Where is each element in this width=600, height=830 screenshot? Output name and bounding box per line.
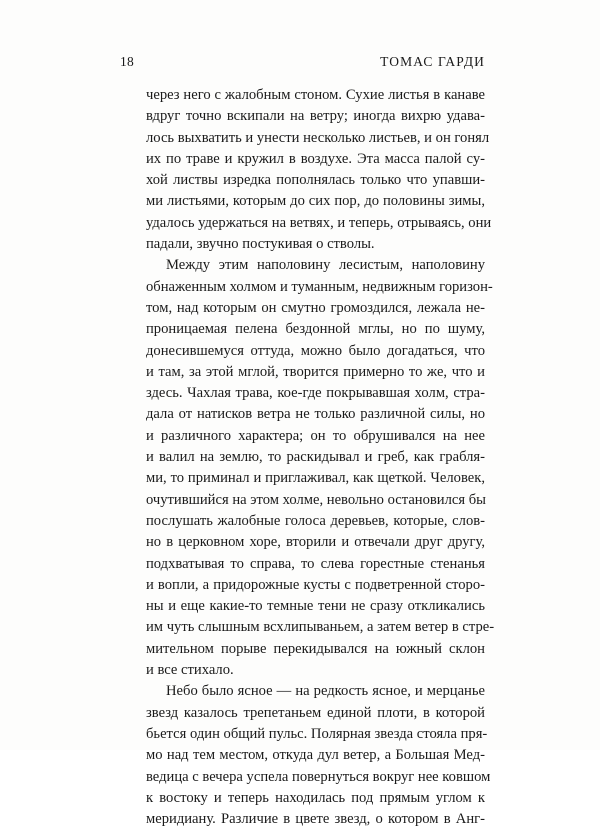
text-line: через него с жалобным стоном. Сухие листья в канаве xyxy=(146,87,485,103)
text-line: очутившийся на этом холме, невольно остановился бы xyxy=(146,491,486,508)
text-line: и все стихало. xyxy=(146,662,234,679)
text-line: Между этим наполовину лесистым, наполовину xyxy=(166,257,485,274)
text-line: ми листьями, которым до сих пор, до половины зимы, xyxy=(146,193,485,210)
text-line: и там, за этой мглой, творится примерно то же, что и xyxy=(146,363,485,380)
page-number: 18 xyxy=(120,54,134,69)
text-line: подхватывая то справа, то слева горестные стенанья xyxy=(146,555,485,572)
text-line: послушать жалобные голоса деревьев, которые, слов- xyxy=(146,512,485,529)
text-line: падали, звучно постукивая о стволы. xyxy=(146,236,375,253)
text-line: мительном порыве перекидывался на южный склон xyxy=(146,640,485,657)
paragraph xyxy=(146,85,492,255)
text-line: и вопли, а придорожные кусты с подветренной сторо- xyxy=(146,576,485,593)
paragraph xyxy=(146,255,495,681)
text-line: дала от натисков ветра не только различной силы, но xyxy=(146,406,485,423)
body-text xyxy=(146,85,495,830)
text-line: донесившемуся оттуда, можно было догадаться, что xyxy=(146,342,485,359)
text-line: но в церковном хоре, вторили и отвечали друг другу, xyxy=(146,534,485,551)
text-line: обнаженным холмом и туманным, недвижным горизон- xyxy=(146,278,493,295)
text-line: к востоку и теперь находилась под прямым углом к xyxy=(146,789,485,806)
text-line: лось выхватить и унести несколько листьев, и он гонял xyxy=(146,129,490,146)
text-line: им чуть слышным всхлипываньем, а затем ветер в стре- xyxy=(146,619,495,636)
text-line: звезд казалось трепетаньем единой плоти, в которой xyxy=(146,704,485,721)
text-line: хой листвы изредка пополнялась только что упавши- xyxy=(146,172,485,189)
running-title: ТОМАС ГАРДИ xyxy=(380,54,485,69)
text-line: удалось удержаться на ветвях, и теперь, отрываясь, они xyxy=(146,214,492,231)
text-line: и валил на землю, то раскидывал и греб, как грабля- xyxy=(146,449,485,466)
text-line: Небо было ясное — на редкость ясное, и мерцанье xyxy=(166,683,485,700)
text-line: и различного характера; он то обрушивался на нее xyxy=(146,427,485,444)
text-line: ведица с вечера успела повернуться вокруг нее ковшом xyxy=(146,768,491,785)
text-line: их по траве и кружил в воздухе. Эта масса палой су- xyxy=(146,150,485,167)
paragraph xyxy=(146,681,491,830)
text-line: ны и еще какие-то темные тени не сразу откликались xyxy=(146,598,485,615)
text-line: вдруг точно вскипали на ветру; иногда вихрю удава- xyxy=(146,108,485,125)
text-line: здесь. Чахлая трава, кое-где покрывавшая холм, стра- xyxy=(146,385,485,402)
text-line: меридиану. Различие в цвете звезд, о котором в Анг- xyxy=(146,811,485,828)
text-line: том, над которым он смутно громоздился, лежала не- xyxy=(146,299,485,316)
text-line: ми, то приминал и приглаживал, как щеткой. Человек, xyxy=(146,470,485,487)
text-line: проницаемая пелена бездонной мглы, но по шуму, xyxy=(146,321,485,338)
text-line: бьется один общий пульс. Полярная звезда стояла пря- xyxy=(146,725,488,742)
text-line: мо над тем местом, откуда дул ветер, а Большая Мед- xyxy=(146,747,485,764)
page-header xyxy=(120,54,485,72)
